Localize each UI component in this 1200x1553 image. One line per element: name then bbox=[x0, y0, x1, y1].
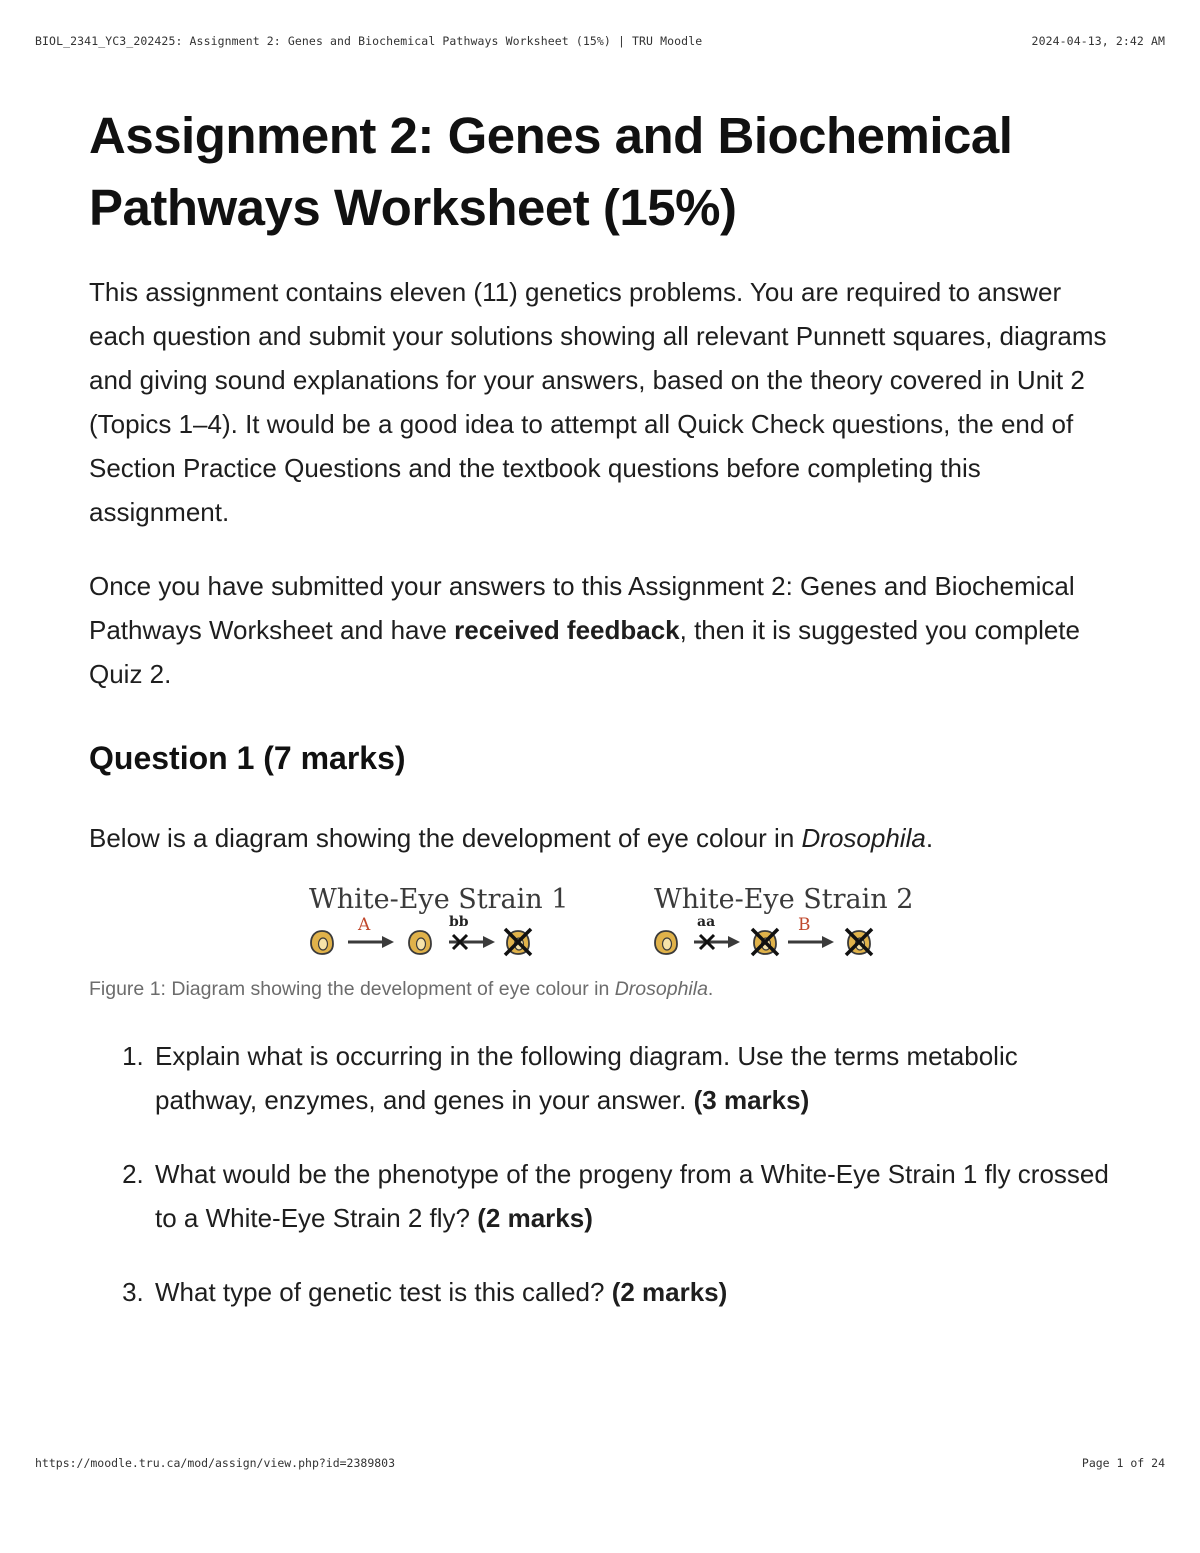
q1-intro-end: . bbox=[925, 823, 934, 853]
pathway-diagram bbox=[89, 880, 1119, 962]
eye-colour-pathway-figure bbox=[89, 880, 1119, 962]
eye-colour-icon bbox=[655, 931, 677, 954]
eye-colour-icon bbox=[311, 931, 333, 954]
caption-text: Figure 1: Diagram showing the development of eye colour in bbox=[89, 978, 615, 1000]
page-title: Assignment 2: Genes and Biochemical Pathways Worksheet (15%) bbox=[89, 107, 1013, 236]
figure-caption bbox=[89, 976, 1119, 1002]
strain-1-blocked-gene: bb bbox=[449, 914, 469, 930]
page-number: Page 1 of 24 bbox=[1081, 1456, 1165, 1470]
feedback-paragraph bbox=[89, 564, 1119, 696]
caption-species: Drosophila bbox=[614, 978, 708, 1000]
question-1-heading: Question 1 (7 marks) bbox=[89, 740, 406, 776]
strain-2-blocked-gene: aa bbox=[697, 914, 716, 930]
list-item bbox=[151, 1270, 1119, 1314]
sub-question-marks: (3 marks) bbox=[693, 1085, 810, 1115]
list-item bbox=[151, 1152, 1119, 1240]
intro-paragraph: This assignment contains eleven (11) genetics problems. You are required to answer each question and submit your solutions showing all relevant Punnett squares, diagrams and giving sound explanations for your answers, based on the theory covered in Unit 2 (Topics 1–4). It would be a good idea to attempt all Quick Check questions, the end of Section Practice Questions and the textbook questions before completing this assignment. bbox=[89, 277, 1107, 527]
print-footer bbox=[35, 1456, 1165, 1470]
pathway-arrow-icon bbox=[788, 936, 834, 948]
strain-2-enzyme-label: B bbox=[798, 915, 811, 935]
assignment-content bbox=[89, 100, 1119, 1344]
eye-colour-icon bbox=[409, 931, 431, 954]
q1-intro-text: Below is a diagram showing the development of eye colour in bbox=[89, 823, 802, 853]
pathway-arrow-icon bbox=[348, 936, 394, 948]
strain-1-enzyme-label: A bbox=[358, 915, 371, 935]
print-page-title: BIOL_2341_YC3_202425: Assignment 2: Genes and Biochemical Pathways Worksheet (15%) | TRU Moodle bbox=[35, 34, 703, 48]
print-header bbox=[35, 34, 1165, 48]
strain-1-title: White-Eye Strain 1 bbox=[309, 884, 569, 915]
q1-intro-species: Drosophila bbox=[801, 823, 926, 853]
print-timestamp: 2024-04-13, 2:42 AM bbox=[1031, 34, 1165, 48]
feedback-text-before: Once you have submitted your answers to this Assignment 2: Genes and Biochemical Pathways Worksheet and have bbox=[89, 571, 1075, 645]
sub-question-marks: (2 marks) bbox=[611, 1277, 728, 1307]
feedback-text-after: , then it is suggested you complete Quiz 2. bbox=[89, 615, 1080, 689]
caption-end: . bbox=[707, 978, 714, 1000]
print-url: https://moodle.tru.ca/mod/assign/view.php?id=2389803 bbox=[35, 1456, 396, 1470]
sub-question-text: What type of genetic test is this called? bbox=[155, 1277, 612, 1307]
list-item bbox=[151, 1034, 1119, 1122]
question-1-list bbox=[89, 1034, 1119, 1314]
sub-question-text: Explain what is occurring in the following diagram. Use the terms metabolic pathway, enzymes, and genes in your answer. bbox=[155, 1041, 1018, 1115]
sub-question-text: What would be the phenotype of the progeny from a White-Eye Strain 1 fly crossed to a White-Eye Strain 2 fly? bbox=[155, 1159, 1109, 1233]
question-1-intro bbox=[89, 816, 1119, 860]
sub-question-marks: (2 marks) bbox=[477, 1203, 593, 1233]
feedback-bold-text: received feedback bbox=[454, 615, 680, 645]
strain-2-title: White-Eye Strain 2 bbox=[654, 884, 914, 915]
